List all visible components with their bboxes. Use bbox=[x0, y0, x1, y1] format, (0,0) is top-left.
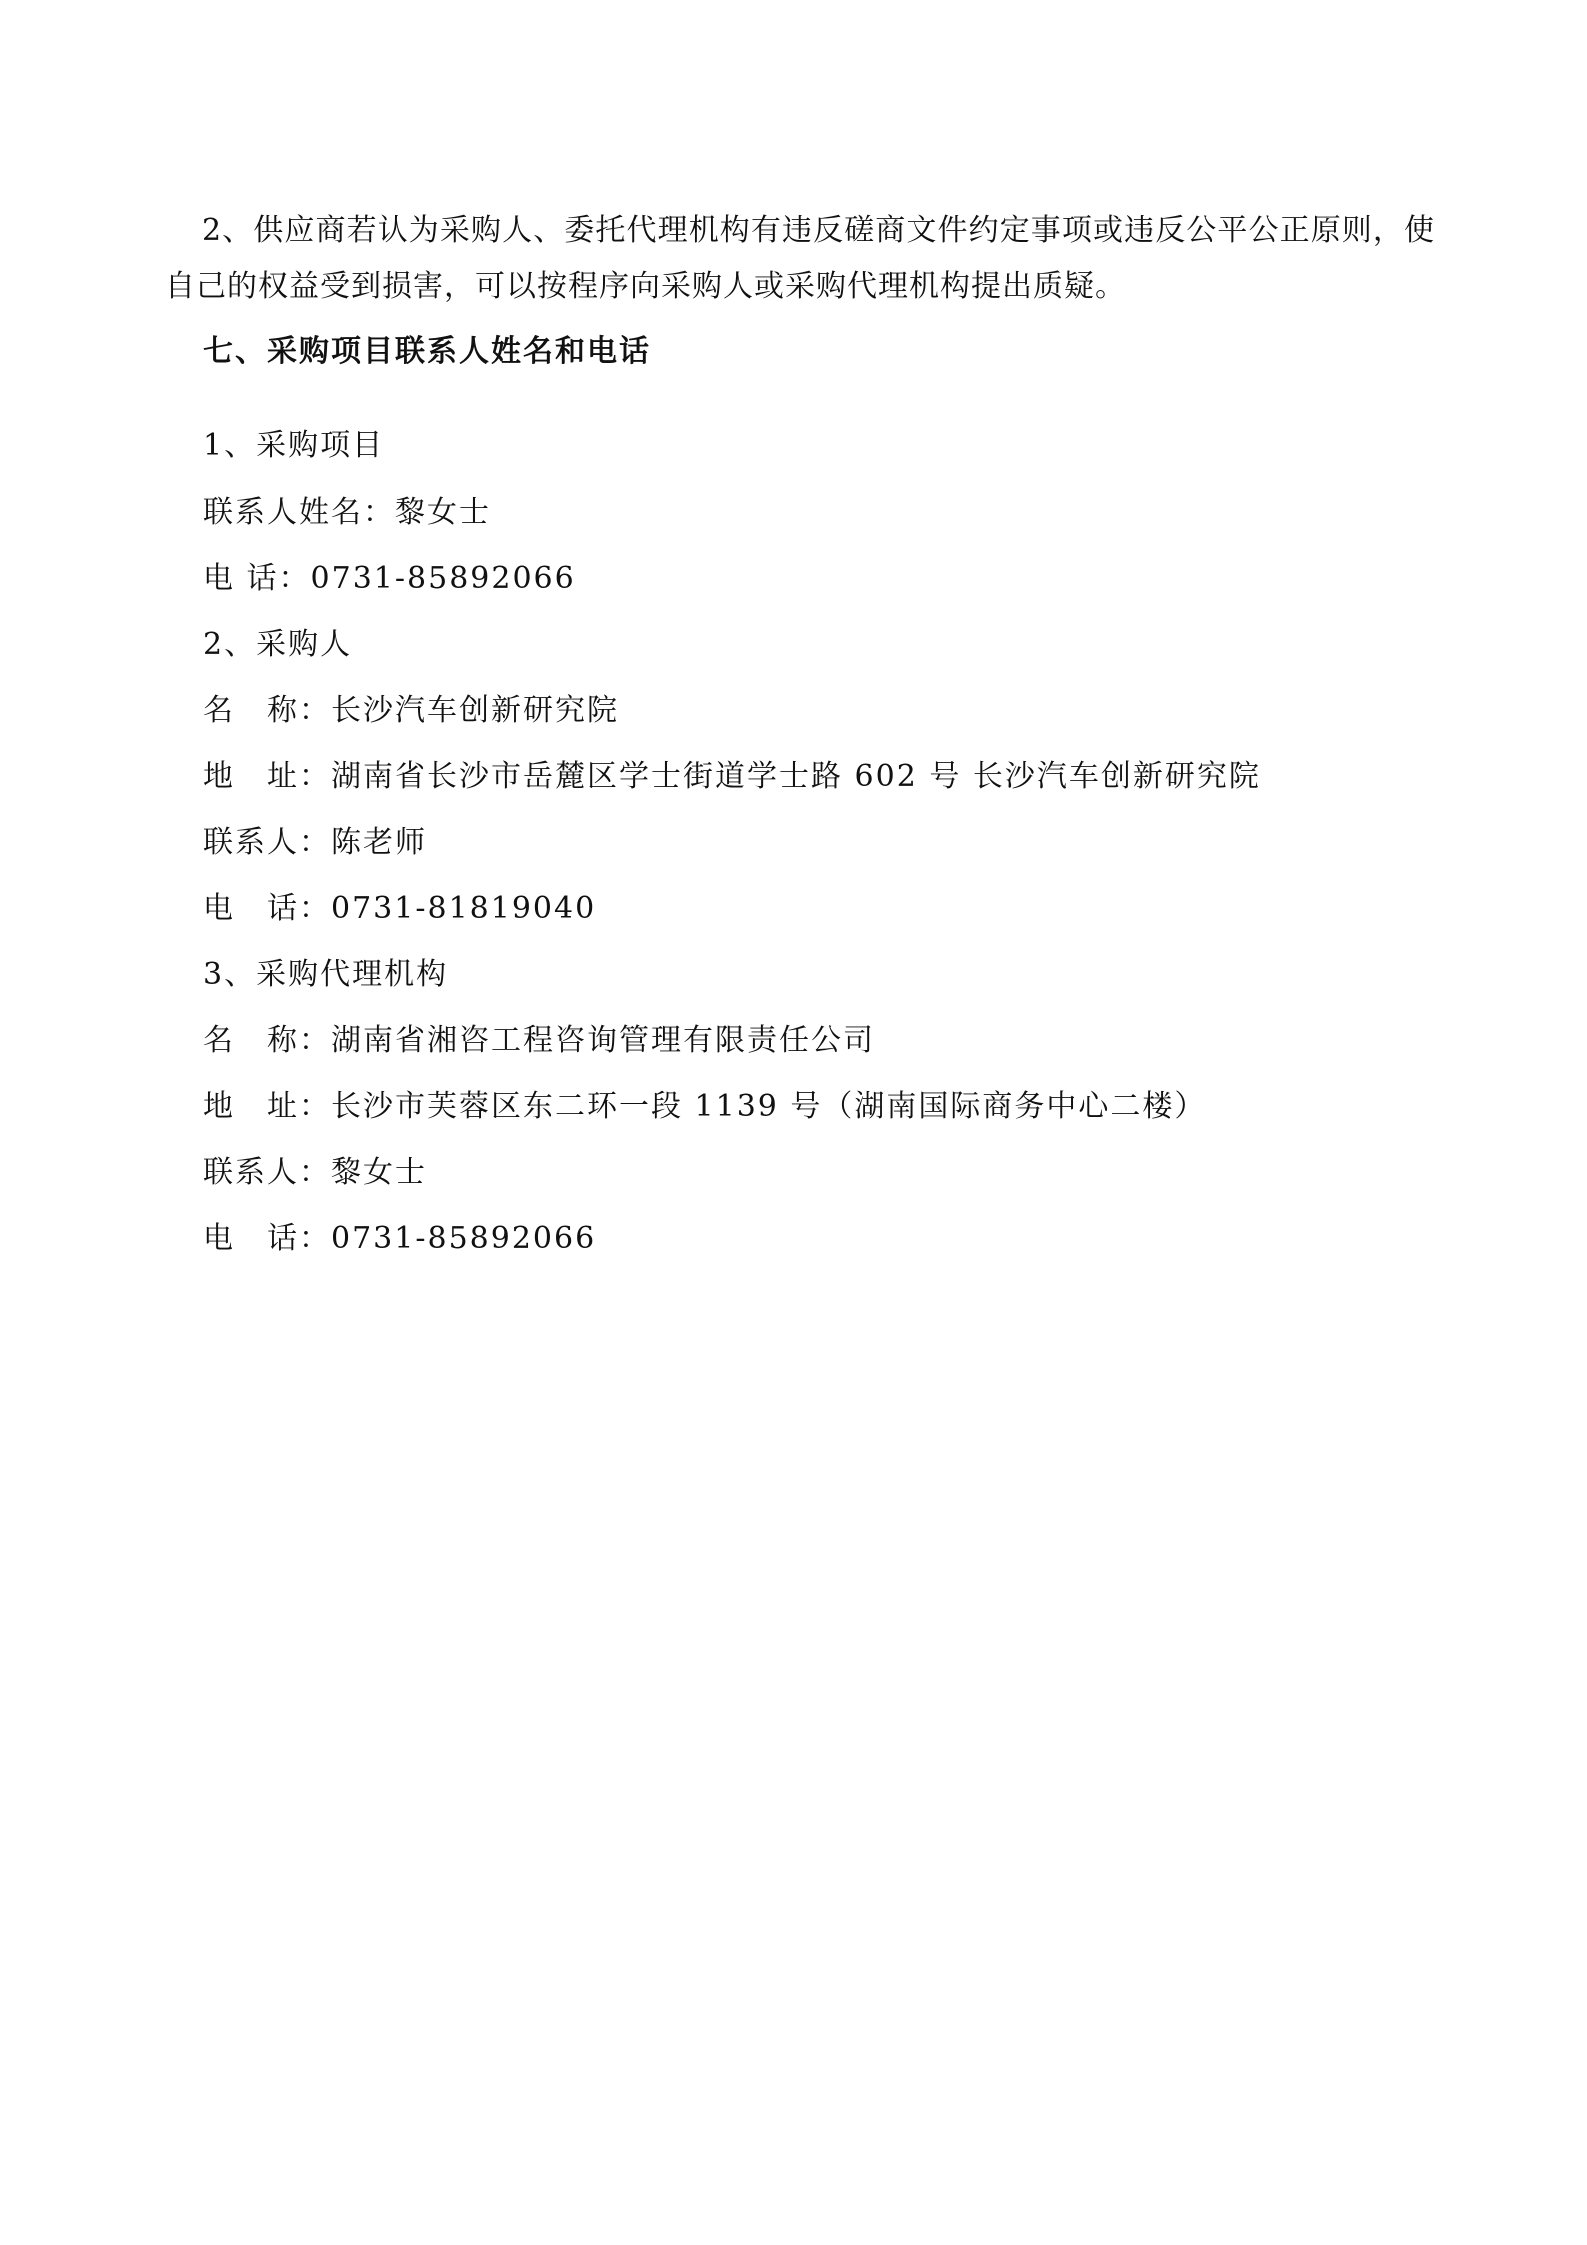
section-heading-contacts: 七、采购项目联系人姓名和电话 bbox=[203, 334, 651, 369]
purchaser-title: 2、采购人 bbox=[203, 627, 353, 662]
agency-contact: 联系人：黎女士 bbox=[203, 1155, 427, 1190]
agency-phone: 电 话：0731-85892066 bbox=[203, 1221, 597, 1256]
purchaser-contact: 联系人：陈老师 bbox=[203, 825, 427, 860]
agency-address: 地 址：长沙市芙蓉区东二环一段 1139 号（湖南国际商务中心二楼） bbox=[203, 1089, 1207, 1124]
purchaser-phone: 电 话：0731-81819040 bbox=[203, 891, 597, 926]
project-phone: 电 话：0731-85892066 bbox=[203, 561, 576, 596]
project-contact: 联系人姓名：黎女士 bbox=[203, 495, 491, 530]
purchaser-address: 地 址：湖南省长沙市岳麓区学士街道学士路 602 号 长沙汽车创新研究院 bbox=[203, 759, 1261, 794]
agency-title: 3、采购代理机构 bbox=[203, 957, 449, 992]
agency-name: 名 称：湖南省湘咨工程咨询管理有限责任公司 bbox=[203, 1023, 875, 1058]
project-title: 1、采购项目 bbox=[203, 428, 385, 463]
paragraph-challenge-rights: 2、供应商若认为采购人、委托代理机构有违反磋商文件约定事项或违反公平公正原则，使自己的权益受到损害，可以按程序向采购人或采购代理机构提出质疑。 bbox=[165, 213, 1435, 304]
purchaser-name: 名 称：长沙汽车创新研究院 bbox=[203, 693, 619, 728]
